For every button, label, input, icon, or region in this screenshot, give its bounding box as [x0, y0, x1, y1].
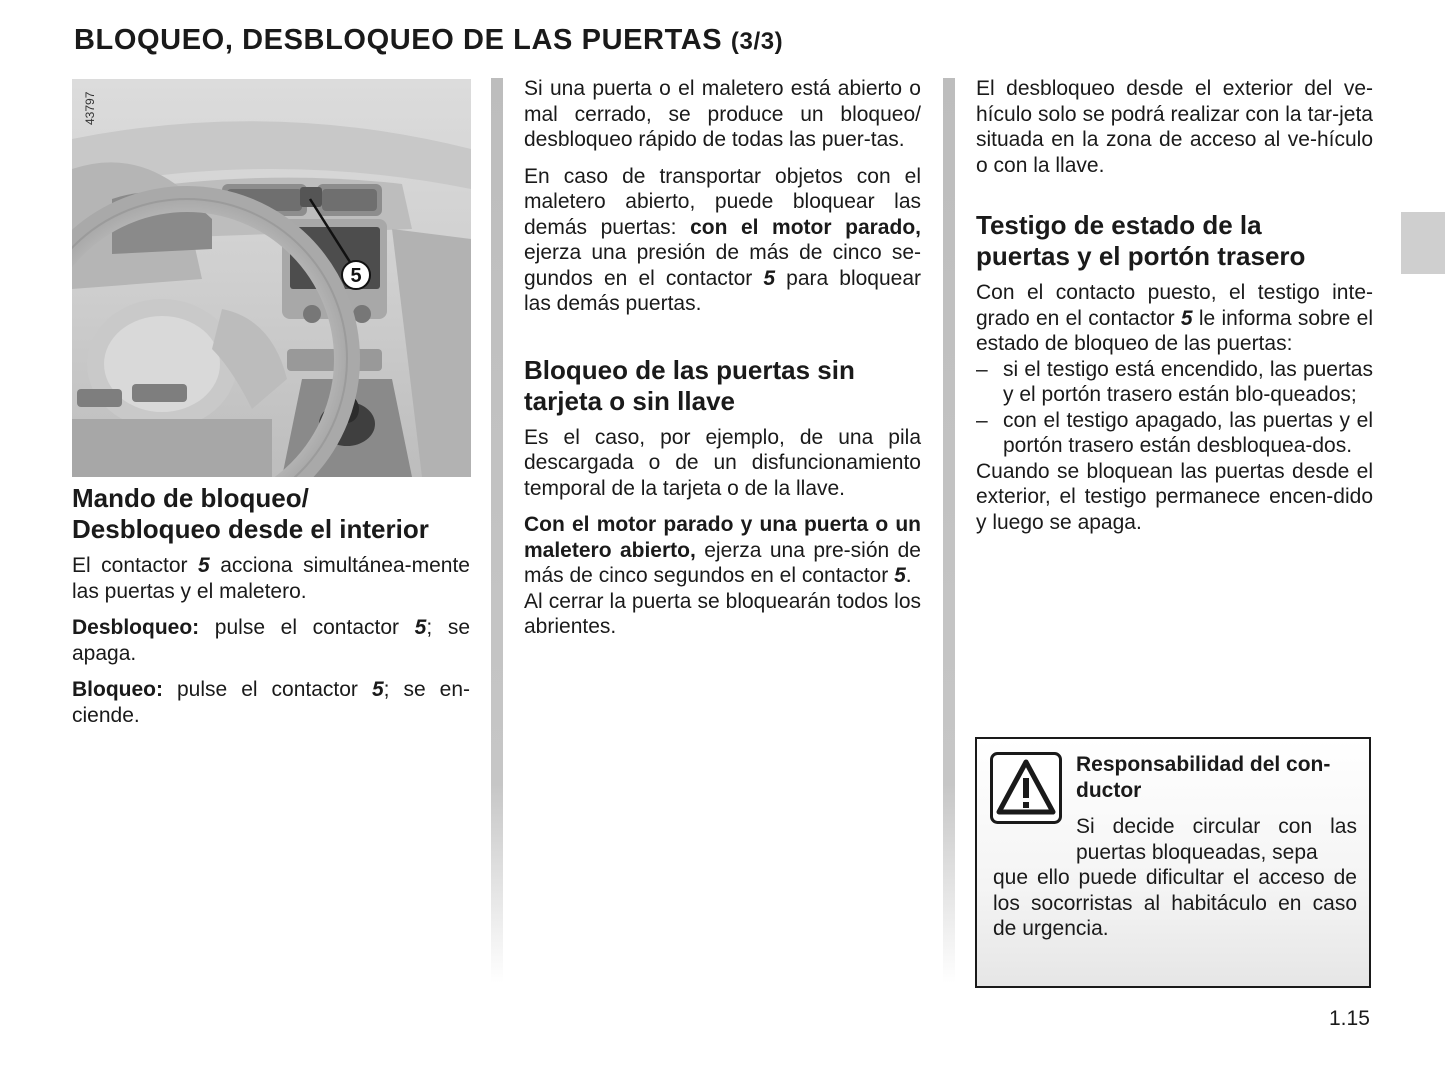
- warning-box: [975, 737, 1371, 988]
- column-1: [72, 483, 470, 739]
- figure-reference: 43797: [83, 91, 97, 125]
- column-2: [524, 76, 921, 651]
- column-separator-left: [491, 78, 503, 983]
- paragraph: En caso de transportar objetos con el maletero abierto, puede bloquear las demás puertas: con el motor parado, ejerza una presión de más de cinco se-gundos en el contactor 5 para bloquear las demás puertas.: [524, 164, 921, 315]
- paragraph: Si una puerta o el maletero está abierto o mal cerrado, se produce un bloqueo/ desbloqueo rápido de todas las puer-tas.: [524, 77, 921, 151]
- paragraph-lock: Bloqueo: pulse el contactor 5; se en-ciende.: [72, 678, 470, 727]
- column-3: [976, 76, 1373, 546]
- section-heading-status-indicator: Testigo de estado de la puertas y el portón trasero: [976, 210, 1306, 271]
- warning-text: Si decide circular con las puertas bloqueadas, sepa que ello puede dificultar el acceso de los socorristas al habitáculo en caso de urgencia.: [993, 815, 1357, 940]
- paragraph: Cuando se bloquean las puertas desde el exterior, el testigo permanece encen-dido y luego se apaga.: [976, 459, 1373, 534]
- paragraph: El contactor 5 acciona simultánea-mente las puertas y el maletero.: [72, 554, 470, 603]
- section-heading-no-key: Bloqueo de las puertas sin tarjeta o sin llave: [524, 354, 855, 416]
- page-title: BLOQUEO, DESBLOQUEO DE LAS PUERTAS (3/3): [74, 24, 784, 56]
- list-item: – si el testigo está encendido, las puertas y el portón trasero están blo-queados;: [976, 357, 1373, 408]
- figure-callout: 5: [350, 265, 362, 287]
- paragraph: Al cerrar la puerta se bloquearán todos los abrientes.: [524, 589, 921, 638]
- paragraph: El desbloqueo desde el exterior del ve-hículo solo se podrá realizar con la tar-jeta situada en la zona de acceso al ve-hículo o con la llave.: [976, 77, 1373, 177]
- paragraph: Con el contacto puesto, el testigo inte-grado en el contactor 5 le informa sobre el estado de bloqueo de las puertas:: [976, 281, 1373, 355]
- status-list: [976, 357, 1373, 459]
- page-title-suffix: (3/3): [730, 28, 784, 55]
- chapter-tab: [1401, 212, 1445, 274]
- paragraph: Con el motor parado y una puerta o un maletero abierto, ejerza una pre-sión de más de cinco segundos en el contactor 5.: [524, 513, 921, 587]
- warning-title: Responsabilidad del con-ductor: [1076, 753, 1331, 802]
- page-number: 1.15: [1329, 1007, 1370, 1030]
- list-item: – con el testigo apagado, las puertas y el portón trasero están desbloquea-dos.: [976, 408, 1373, 459]
- paragraph: Es el caso, por ejemplo, de una pila descargada o de un disfuncionamiento temporal de la tarjeta o de la llave.: [524, 425, 921, 500]
- column-separator-right: [943, 78, 955, 983]
- paragraph-unlock: Desbloqueo: pulse el contactor 5; se apaga.: [72, 616, 470, 665]
- section-heading-interior-control: Mando de bloqueo/ Desbloqueo desde el interior: [72, 483, 429, 544]
- dashboard-photo: [72, 79, 471, 477]
